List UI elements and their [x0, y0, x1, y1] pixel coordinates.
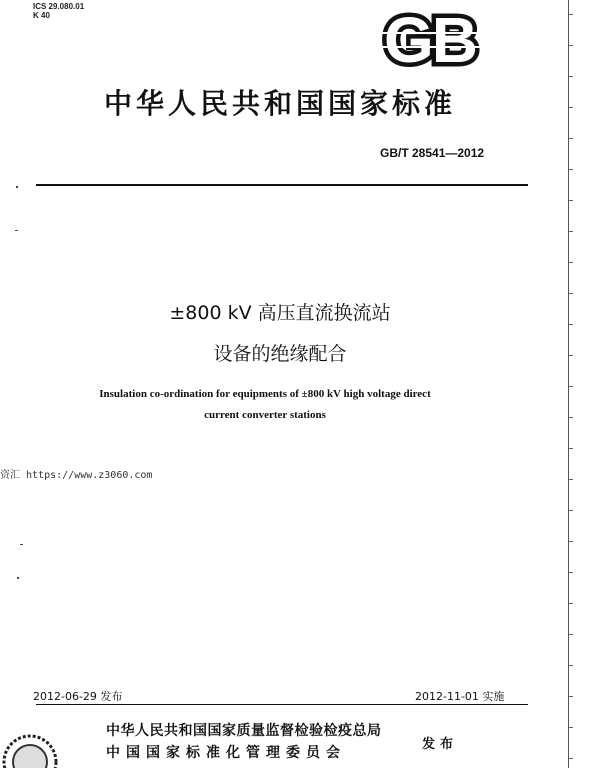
seal-inner: [13, 745, 47, 768]
edge-tick: [569, 448, 573, 449]
edge-tick: [569, 665, 573, 666]
edge-tick: [569, 14, 573, 15]
edge-tick: [569, 324, 573, 325]
edge-tick: [569, 76, 573, 77]
edge-tick: [569, 727, 573, 728]
edge-tick: [569, 45, 573, 46]
standard-number: GB/T 28541—2012: [380, 146, 485, 160]
edge-tick: [569, 572, 573, 573]
footer-divider: [36, 704, 528, 705]
edge-tick: [569, 758, 573, 759]
edge-tick: [569, 138, 573, 139]
edge-tick: [569, 200, 573, 201]
scan-speck: [16, 186, 18, 188]
ics-code: ICS 29.080.01: [33, 2, 85, 11]
edge-tick: [569, 386, 573, 387]
edge-tick: [569, 541, 573, 542]
publish-label: 发布: [422, 737, 459, 752]
scan-speck: [20, 544, 23, 545]
edge-tick: [569, 355, 573, 356]
scan-speck: [17, 577, 19, 579]
scan-speck: [15, 230, 18, 231]
header-divider: [36, 184, 528, 186]
publisher-line1: 中华人民共和国国家质量监督检验检疫总局: [106, 723, 382, 739]
edge-tick: [569, 696, 573, 697]
publisher-seal: [0, 728, 62, 768]
publisher-line2: 中国国家标准化管理委员会: [106, 745, 346, 761]
implementation-date: 2012-11-01 实施: [415, 690, 505, 703]
watermark-url: 资汇 https://www.z3060.com: [0, 470, 153, 481]
edge-tick: [569, 262, 573, 263]
edge-tick: [569, 634, 573, 635]
english-title-line2: current converter stations: [204, 409, 326, 421]
edge-tick: [569, 603, 573, 604]
document-title-line2: 设备的绝缘配合: [213, 343, 347, 365]
gb-logo: [368, 11, 492, 69]
document-title-line1: ±800 kV 高压直流换流站: [169, 302, 391, 324]
classification-code: K 40: [33, 11, 50, 20]
national-standard-heading: 中华人民共和国国家标准: [103, 87, 456, 120]
edge-tick: [569, 107, 573, 108]
english-title-line1: Insulation co-ordination for equipments of ±800 kV high voltage direct: [99, 388, 431, 400]
edge-tick: [569, 510, 573, 511]
issue-date: 2012-06-29 发布: [33, 690, 123, 703]
edge-tick: [569, 417, 573, 418]
ics-code-block: [33, 2, 84, 20]
page-edge-line: [568, 0, 569, 768]
gb-logo-text: GB: [384, 11, 476, 69]
edge-tick: [569, 293, 573, 294]
edge-tick: [569, 231, 573, 232]
edge-tick: [569, 479, 573, 480]
edge-tick: [569, 169, 573, 170]
